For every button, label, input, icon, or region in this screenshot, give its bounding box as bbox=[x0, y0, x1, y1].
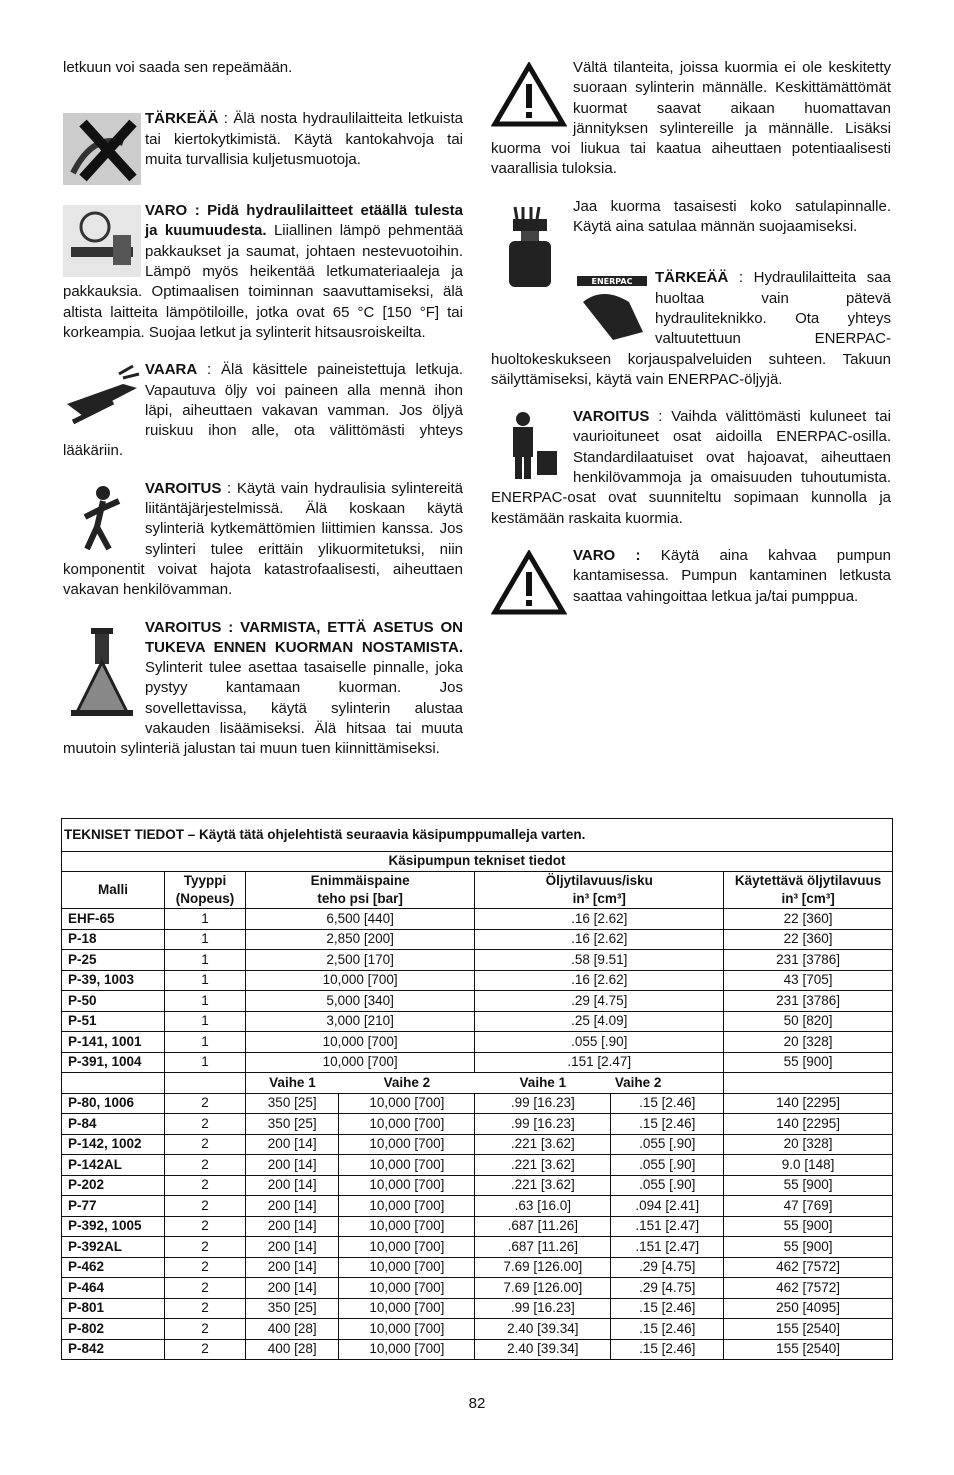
cell-pressure-stage2: 10,000 [700] bbox=[339, 1298, 475, 1319]
cell-pressure-stage1: 200 [14] bbox=[246, 1237, 339, 1258]
saddle-cylinder-icon bbox=[491, 201, 569, 301]
cell-type: 1 bbox=[165, 991, 246, 1012]
notice-text: Liiallinen lämpö pehmentää pakkaukset ja saumat, johtaen nestevuotoihin. Lämpö myös heikentää letkumateriaaleja ja pakkauksia. Optimaalisen toiminnan saavuttamiseksi, älä altista laitteita lämpötiloille, jotka ovat 65 °C [150 °F] tai korkeampia. Suojaa letkut ja sylinterit hitsausroiskeilta. bbox=[63, 222, 464, 341]
cell-oil-capacity: 20 [328] bbox=[724, 1134, 893, 1155]
notice-head: VAROITUS bbox=[145, 479, 222, 497]
heat-warning-icon bbox=[63, 205, 141, 277]
cell-pressure: 3,000 [210] bbox=[246, 1011, 475, 1032]
cell-displacement: .055 [.90] bbox=[475, 1032, 724, 1053]
cell-pressure-stage1: 400 [28] bbox=[246, 1339, 339, 1360]
cell-oil-capacity: 55 [900] bbox=[724, 1216, 893, 1237]
cell-displacement: .29 [4.75] bbox=[475, 991, 724, 1012]
table-row bbox=[62, 1298, 893, 1319]
table-row bbox=[62, 991, 893, 1012]
cell-model: P-77 bbox=[62, 1196, 165, 1217]
cell-model: P-392, 1005 bbox=[62, 1216, 165, 1237]
cell-displacement-stage1: 2.40 [39.34] bbox=[475, 1319, 611, 1340]
notice-text: : Vaihda välittömästi kuluneet tai vaurioituneet osat aidoilla ENERPAC-osilla. Standardilaatuiset ovat hajoavat, aiheuttaen henkilövammoja ja omaisuuden tuhoutumista. ENERPAC-osat ovat suunniteltu sopimaan kunnolla ja kestämään raskaita kuormia. bbox=[491, 408, 891, 527]
cell-pressure-stage1: 400 [28] bbox=[246, 1319, 339, 1340]
left-column bbox=[63, 58, 463, 760]
col-displacement: Öljytilavuus/isku in³ [cm³] bbox=[475, 872, 724, 909]
cell-displacement: .16 [2.62] bbox=[475, 970, 724, 991]
cell-pressure-stage2: 10,000 [700] bbox=[339, 1319, 475, 1340]
cell-type: 1 bbox=[165, 1011, 246, 1032]
cell-model: P-391, 1004 bbox=[62, 1052, 165, 1073]
table-row bbox=[62, 1093, 893, 1114]
table-row bbox=[62, 970, 893, 991]
table-title: TEKNISET TIEDOT – Käytä tätä ohjelehtistä seuraavia käsipumppumalleja varten. bbox=[62, 819, 893, 852]
cell-model: P-50 bbox=[62, 991, 165, 1012]
cell-displacement-stage2: .151 [2.47] bbox=[611, 1237, 724, 1258]
cell-pressure-stage2: 10,000 [700] bbox=[339, 1216, 475, 1237]
cell-pressure-stage1: 200 [14] bbox=[246, 1278, 339, 1299]
cell-type: 2 bbox=[165, 1093, 246, 1114]
cell-oil-capacity: 462 [7572] bbox=[724, 1278, 893, 1299]
cell-displacement-stage2: .151 [2.47] bbox=[611, 1216, 724, 1237]
table-row bbox=[62, 1175, 893, 1196]
notice-text: : Älä nosta hydraulilaitteita letkuista tai kiertokytkimistä. Käytä kantokahvoja tai muita turvallisia kuljetusmuotoja. bbox=[145, 110, 463, 168]
table-row bbox=[62, 1196, 893, 1217]
col-model: Malli bbox=[62, 872, 165, 909]
cell-pressure-stage2: 10,000 [700] bbox=[339, 1114, 475, 1135]
cell-model: P-51 bbox=[62, 1011, 165, 1032]
cell-pressure-stage1: 200 [14] bbox=[246, 1216, 339, 1237]
table-row bbox=[62, 1319, 893, 1340]
cell-oil-capacity: 462 [7572] bbox=[724, 1257, 893, 1278]
cell-model: EHF-65 bbox=[62, 909, 165, 930]
cell-oil-capacity: 140 [2295] bbox=[724, 1093, 893, 1114]
cell-pressure-stage1: 350 [25] bbox=[246, 1114, 339, 1135]
cell-pressure: 2,850 [200] bbox=[246, 929, 475, 950]
page-number: 82 bbox=[468, 1395, 486, 1412]
table-row bbox=[62, 1134, 893, 1155]
cell-type: 2 bbox=[165, 1257, 246, 1278]
notice-parts bbox=[491, 407, 891, 529]
notice-head: VARO : bbox=[573, 546, 641, 564]
cell-pressure-stage2: 10,000 [700] bbox=[339, 1257, 475, 1278]
notice-stable-setup bbox=[63, 618, 463, 760]
table-row bbox=[62, 909, 893, 930]
cell-pressure-stage2: 10,000 [700] bbox=[339, 1155, 475, 1176]
cell-oil-capacity: 155 [2540] bbox=[724, 1339, 893, 1360]
cell-pressure-stage1: 200 [14] bbox=[246, 1196, 339, 1217]
notice-text: : Hydraulilaitteita saa huoltaa vain pätevä hydrauliteknikko. Ota yhteys valtuutettuun ENERPAC-huoltokeskukseen korjauspalveluiden suhteen. Takuun säilyttämiseksi, käytä vain ENERPAC-öljyjä. bbox=[491, 269, 891, 388]
cell-pressure-stage1: 350 [25] bbox=[246, 1298, 339, 1319]
notice-head: VAARA bbox=[145, 361, 198, 379]
cell-pressure: 10,000 [700] bbox=[246, 1052, 475, 1073]
injured-person-icon bbox=[63, 483, 141, 555]
cell-displacement-stage1: .99 [16.23] bbox=[475, 1298, 611, 1319]
cell-type: 2 bbox=[165, 1339, 246, 1360]
col-type: Tyyppi (Nopeus) bbox=[165, 872, 246, 909]
table-subtitle: Käsipumpun tekniset tiedot bbox=[62, 851, 893, 872]
notice-text: Sylinterit tulee asettaa tasaiselle pinnalle, joka pystyy kantamaan kuorman. Jos sovellettavissa, käytä sylinterin alustaa vakauden lisäämiseksi. Älä hitsaa tai muuta muutoin sylinteriä jalustan tai muun tuen kiinnittämiseksi. bbox=[63, 659, 463, 758]
cell-model: P-392AL bbox=[62, 1237, 165, 1258]
cell-model: P-462 bbox=[62, 1257, 165, 1278]
cell-pressure: 2,500 [170] bbox=[246, 950, 475, 971]
cell-oil-capacity: 55 [900] bbox=[724, 1237, 893, 1258]
cell-oil-capacity: 155 [2540] bbox=[724, 1319, 893, 1340]
cell-type: 2 bbox=[165, 1175, 246, 1196]
cell-model: P-18 bbox=[62, 929, 165, 950]
table-row bbox=[62, 1011, 893, 1032]
cell-pressure-stage1: 200 [14] bbox=[246, 1175, 339, 1196]
cell-type: 1 bbox=[165, 1032, 246, 1053]
cell-model: P-80, 1006 bbox=[62, 1093, 165, 1114]
cell-displacement-stage1: .99 [16.23] bbox=[475, 1093, 611, 1114]
cell-pressure-stage2: 10,000 [700] bbox=[339, 1237, 475, 1258]
cell-pressure-stage1: 200 [14] bbox=[246, 1257, 339, 1278]
cell-pressure: 5,000 [340] bbox=[246, 991, 475, 1012]
col-pressure: Enimmäispaine teho psi [bar] bbox=[246, 872, 475, 909]
cell-pressure-stage2: 10,000 [700] bbox=[339, 1196, 475, 1217]
table-row bbox=[62, 1339, 893, 1360]
notice-lift-hoses bbox=[63, 109, 463, 170]
cell-displacement-stage1: .221 [3.62] bbox=[475, 1155, 611, 1176]
intro-text: letkuun voi saada sen repeämään. bbox=[63, 59, 293, 76]
cell-displacement-stage2: .15 [2.46] bbox=[611, 1093, 724, 1114]
cell-oil-capacity: 47 [769] bbox=[724, 1196, 893, 1217]
cell-model: P-25 bbox=[62, 950, 165, 971]
table-row bbox=[62, 950, 893, 971]
cell-type: 2 bbox=[165, 1134, 246, 1155]
cell-displacement: .25 [4.09] bbox=[475, 1011, 724, 1032]
notice-heat bbox=[63, 201, 463, 343]
table-row bbox=[62, 1237, 893, 1258]
warning-triangle-icon bbox=[491, 550, 567, 616]
cell-oil-capacity: 55 [900] bbox=[724, 1175, 893, 1196]
cell-type: 1 bbox=[165, 1052, 246, 1073]
table-row bbox=[62, 1278, 893, 1299]
cell-pressure-stage2: 10,000 [700] bbox=[339, 1175, 475, 1196]
table-row bbox=[62, 1052, 893, 1073]
table-row bbox=[62, 1155, 893, 1176]
cell-displacement-stage2: .15 [2.46] bbox=[611, 1298, 724, 1319]
cell-displacement: .58 [9.51] bbox=[475, 950, 724, 971]
cell-type: 1 bbox=[165, 929, 246, 950]
cell-oil-capacity: 250 [4095] bbox=[724, 1298, 893, 1319]
notice-head: VARO : Pidä hydraulilaitteet etäällä tulesta ja kuumuudesta. bbox=[145, 202, 463, 240]
notice-head: TÄRKEÄÄ bbox=[145, 110, 219, 128]
notice-offcenter bbox=[491, 58, 891, 180]
cell-type: 1 bbox=[165, 909, 246, 930]
table-row bbox=[62, 1257, 893, 1278]
notice-text: Jaa kuorma tasaisesti koko satulapinnalle. Käytä aina satulaa männän suojaamiseksi. bbox=[573, 197, 891, 236]
cell-oil-capacity: 22 [360] bbox=[724, 929, 893, 950]
notice-text: Vältä tilanteita, joissa kuormia ei ole keskitetty suoraan sylinterin männälle. Keskittämättömät kuormat saavat aikaan huomattavan jännityksen sylintereille ja männälle. Lisäksi kuorma voi liukua tai kaatua aiheuttaen potentiaalisesti vaarallisia tuloksia. bbox=[491, 59, 891, 178]
table-row bbox=[62, 1032, 893, 1053]
cell-pressure-stage1: 350 [25] bbox=[246, 1093, 339, 1114]
cell-pressure-stage2: 10,000 [700] bbox=[339, 1339, 475, 1360]
cylinder-base-icon bbox=[63, 622, 141, 722]
warning-triangle-icon bbox=[491, 62, 567, 128]
cell-displacement-stage2: .15 [2.46] bbox=[611, 1114, 724, 1135]
notice-text: Käytä aina kahvaa pumpun kantamisessa. Pumpun kantaminen letkusta saattaa vahingoittaa letkua ja/tai pumppua. bbox=[573, 546, 891, 605]
cell-displacement-stage2: .29 [4.75] bbox=[611, 1278, 724, 1299]
notice-head: VAROITUS : VARMISTA, ETTÄ ASETUS ON TUKEVA ENNEN KUORMAN NOSTAMISTA. bbox=[145, 618, 463, 656]
cell-pressure: 10,000 [700] bbox=[246, 1032, 475, 1053]
notice-saddle bbox=[491, 197, 891, 238]
cell-displacement: .16 [2.62] bbox=[475, 909, 724, 930]
cell-oil-capacity: 140 [2295] bbox=[724, 1114, 893, 1135]
right-column bbox=[491, 58, 891, 620]
notice-head: TÄRKEÄÄ bbox=[655, 269, 729, 287]
cell-pressure-stage2: 10,000 [700] bbox=[339, 1278, 475, 1299]
cell-type: 2 bbox=[165, 1155, 246, 1176]
cell-pressure-stage2: 10,000 [700] bbox=[339, 1134, 475, 1155]
svg-text:ENERPAC: ENERPAC bbox=[591, 277, 633, 287]
cell-displacement-stage1: 7.69 [126.00] bbox=[475, 1278, 611, 1299]
cell-type: 2 bbox=[165, 1114, 246, 1135]
cell-displacement-stage2: .055 [.90] bbox=[611, 1175, 724, 1196]
cell-type: 2 bbox=[165, 1196, 246, 1217]
cell-displacement-stage2: .055 [.90] bbox=[611, 1134, 724, 1155]
stage-header-row: Vaihe 1 Vaihe 2 Vaihe 1 Vaihe 2 bbox=[62, 1073, 893, 1094]
notice-pressurized bbox=[63, 360, 463, 461]
cell-oil-capacity: 22 [360] bbox=[724, 909, 893, 930]
table-row bbox=[62, 929, 893, 950]
cell-displacement-stage1: .687 [11.26] bbox=[475, 1216, 611, 1237]
cell-displacement-stage2: .15 [2.46] bbox=[611, 1339, 724, 1360]
cell-model: P-84 bbox=[62, 1114, 165, 1135]
cell-pressure: 6,500 [440] bbox=[246, 909, 475, 930]
cell-model: P-142AL bbox=[62, 1155, 165, 1176]
cell-displacement-stage1: .221 [3.62] bbox=[475, 1175, 611, 1196]
cell-pressure-stage1: 200 [14] bbox=[246, 1134, 339, 1155]
cell-oil-capacity: 50 [820] bbox=[724, 1011, 893, 1032]
cell-model: P-141, 1001 bbox=[62, 1032, 165, 1053]
cell-type: 1 bbox=[165, 950, 246, 971]
cell-model: P-801 bbox=[62, 1298, 165, 1319]
notice-text: : Käytä vain hydraulisia sylintereitä liitäntäjärjestelmissä. Älä koskaan käytä sylinteriä kytkemättömien liittimien kanssa. Jos sylinteri tulee erittäin ylikuormitetuksi, niin komponentit voivat hajota katastrofaalisesti, aiheuttaen vakavan henkilövamman. bbox=[63, 479, 463, 599]
cell-displacement: .16 [2.62] bbox=[475, 929, 724, 950]
cell-oil-capacity: 55 [900] bbox=[724, 1052, 893, 1073]
notice-carry-pump bbox=[491, 546, 891, 607]
cell-displacement-stage1: 7.69 [126.00] bbox=[475, 1257, 611, 1278]
cell-pressure: 10,000 [700] bbox=[246, 970, 475, 991]
cell-type: 2 bbox=[165, 1319, 246, 1340]
pressurized-hose-icon bbox=[63, 364, 141, 436]
cell-type: 2 bbox=[165, 1298, 246, 1319]
cell-type: 2 bbox=[165, 1216, 246, 1237]
technician-icon bbox=[491, 411, 569, 483]
cell-type: 2 bbox=[165, 1237, 246, 1258]
cell-oil-capacity: 231 [3786] bbox=[724, 991, 893, 1012]
cell-model: P-464 bbox=[62, 1278, 165, 1299]
cell-displacement-stage2: .15 [2.46] bbox=[611, 1319, 724, 1340]
cell-displacement-stage1: .687 [11.26] bbox=[475, 1237, 611, 1258]
cell-displacement-stage2: .055 [.90] bbox=[611, 1155, 724, 1176]
notice-couplers bbox=[63, 479, 463, 601]
table-row bbox=[62, 1114, 893, 1135]
cell-displacement-stage1: .221 [3.62] bbox=[475, 1134, 611, 1155]
cell-displacement-stage2: .29 [4.75] bbox=[611, 1257, 724, 1278]
cell-type: 1 bbox=[165, 970, 246, 991]
cell-model: P-842 bbox=[62, 1339, 165, 1360]
cell-displacement-stage1: 2.40 [39.34] bbox=[475, 1339, 611, 1360]
enerpac-service-icon bbox=[573, 272, 651, 344]
cell-oil-capacity: 9.0 [148] bbox=[724, 1155, 893, 1176]
col-oil-capacity: Käytettävä öljytilavuus in³ [cm³] bbox=[724, 872, 893, 909]
specs-table bbox=[61, 818, 893, 1360]
cell-oil-capacity: 43 [705] bbox=[724, 970, 893, 991]
cell-displacement: .151 [2.47] bbox=[475, 1052, 724, 1073]
notice-head: VAROITUS bbox=[573, 408, 650, 426]
cell-model: P-202 bbox=[62, 1175, 165, 1196]
cell-model: P-142, 1002 bbox=[62, 1134, 165, 1155]
cell-oil-capacity: 20 [328] bbox=[724, 1032, 893, 1053]
cell-type: 2 bbox=[165, 1278, 246, 1299]
cell-pressure-stage1: 200 [14] bbox=[246, 1155, 339, 1176]
cell-displacement-stage1: .63 [16.0] bbox=[475, 1196, 611, 1217]
cell-oil-capacity: 231 [3786] bbox=[724, 950, 893, 971]
cell-displacement-stage1: .99 [16.23] bbox=[475, 1114, 611, 1135]
table-row bbox=[62, 1216, 893, 1237]
notice-text: : Älä käsittele paineistettuja letkuja. Vapautuva öljy voi paineen alla mennä ihon läpi, aiheuttaen vakavan vamman. Jos öljyä ruiskuu ihon alle, ota välittömästi yhteys lääkäriin. bbox=[63, 361, 463, 460]
cell-model: P-802 bbox=[62, 1319, 165, 1340]
cell-displacement-stage2: .094 [2.41] bbox=[611, 1196, 724, 1217]
no-lift-by-hose-icon bbox=[63, 113, 141, 185]
cell-pressure-stage2: 10,000 [700] bbox=[339, 1093, 475, 1114]
cell-model: P-39, 1003 bbox=[62, 970, 165, 991]
